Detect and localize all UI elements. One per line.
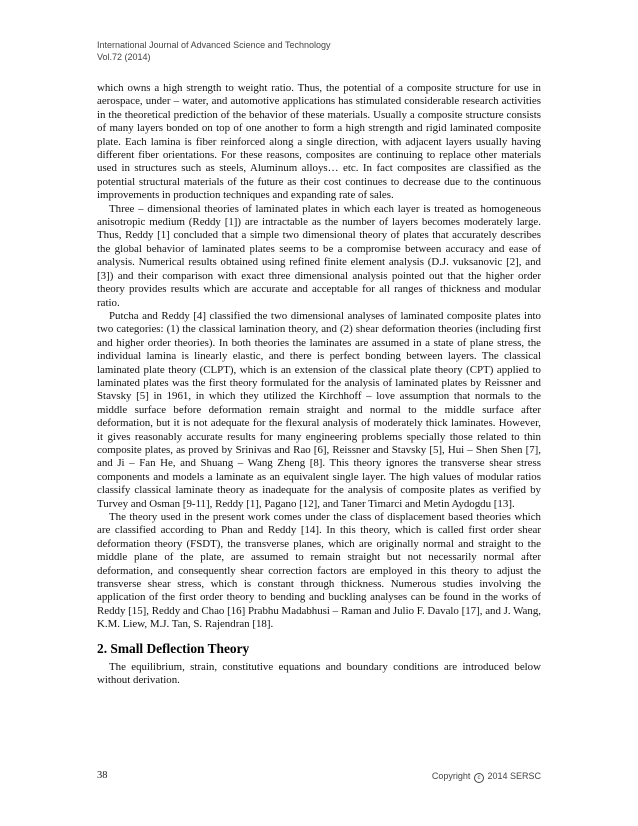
copyright-notice	[432, 771, 541, 783]
running-header	[97, 39, 331, 63]
paragraph-2: Three – dimensional theories of laminated plates in which each layer is treated as homogeneous anisotropic medium (Reddy [1]) are intractable as the number of layers becomes moderately large. Thus, Reddy [1] concluded that a simple two dimensional theory of plates that accurately describes the global behavior of laminated plates seems to be a compromise between accuracy and ease of analysis. Numerical results obtained using refined finite element analysis (D.J. vuksanovic [2], and [3]) and their comparison with exact three dimensional analysis pointed out that the higher order theory provides results which are accurate and acceptable for all ranges of thickness and modular ratio.	[97, 202, 541, 309]
article-body	[97, 82, 541, 687]
journal-title: International Journal of Advanced Science and Technology	[97, 40, 331, 50]
copyright-suffix: 2014 SERSC	[487, 771, 541, 781]
section-paragraph: The equilibrium, strain, constitutive equations and boundary conditions are introduced below without derivation.	[97, 660, 541, 687]
copyright-icon: c	[474, 773, 484, 783]
copyright-prefix: Copyright	[431, 771, 471, 781]
paragraph-3: Putcha and Reddy [4] classified the two dimensional analyses of laminated composite plates into two categories: (1) the classical lamination theory, and (2) shear deformation theories (including first and higher order theories). In both theories the laminates are assumed in a state of plane stress, the individual lamina is linearly elastic, and there is perfect bonding between layers. The classical laminated plate theory (CLPT), which is an extension of the classical plate theory (CPT) applied to laminated plates was the first theory formulated for the analysis of laminated plates by Reissner and Stavsky [5] in 1961, in which they utilized the Kirchhoff – love assumption that normals to the middle surface before deformation remain straight and normal to the middle surface after deformation, but it is not adequate for the flexural analysis of moderately thick laminates. However, it gives reasonably accurate results for many engineering problems specially those related to thin composite plates, as proved by Srinivas and Rao [6], Reissner and Stavsky [5], Hui – Shen Shen [7], and Ji – Fan He, and Shuang – Wang Zheng [8]. This theory ignores the transverse shear stress components and models a laminate as an equivalent single layer. The high values of modular ratios classify classical laminate theory as inadequate for the analysis of composite plates as verified by Turvey and Osman [9-11], Reddy [1], Pagano [12], and Taner Timarci and Metin Aydogdu [13].	[97, 309, 541, 510]
paragraph-1: which owns a high strength to weight ratio. Thus, the potential of a composite structure for use in aerospace, under – water, and automotive applications has stimulated considerable research activities in the theoretical prediction of the behavior of these materials. Usually a composite structure consists of many layers bonded on top of one another to form a high strength and rigid laminated composite plate. Each lamina is fiber reinforced along a single direction, with adjacent layers usually having different fiber orientations. For these reasons, composites are continuing to replace other materials used in structures such as steels, Aluminum alloys… etc. In fact composites are classified as the potential structural materials of the future as their cost continues to decrease due to the continuous improvements in production techniques and expanding rate of sales.	[97, 82, 541, 202]
paragraph-4: The theory used in the present work comes under the class of displacement based theories which are classified according to Phan and Reddy [14]. In this theory, which is called first order shear deformation theory (FSDT), the transverse planes, which are originally normal and straight to the middle plane of the plate, are assumed to remain straight but not necessarily normal after deformation, and consequently shear correction factors are employed in this theory to adjust the transverse shear stress, which is constant through thickness. Numerous studies involving the application of the first order theory to bending and buckling analyses can be found in the works of Reddy [15], Reddy and Chao [16] Prabhu Madabhusi – Raman and Julio F. Davalo [17], and J. Wang, K.M. Liew, M.J. Tan, S. Rajendran [18].	[97, 511, 541, 631]
section-heading: 2. Small Deflection Theory	[97, 640, 250, 656]
page-number: 38	[97, 770, 108, 781]
journal-volume: Vol.72 (2014)	[97, 52, 151, 62]
